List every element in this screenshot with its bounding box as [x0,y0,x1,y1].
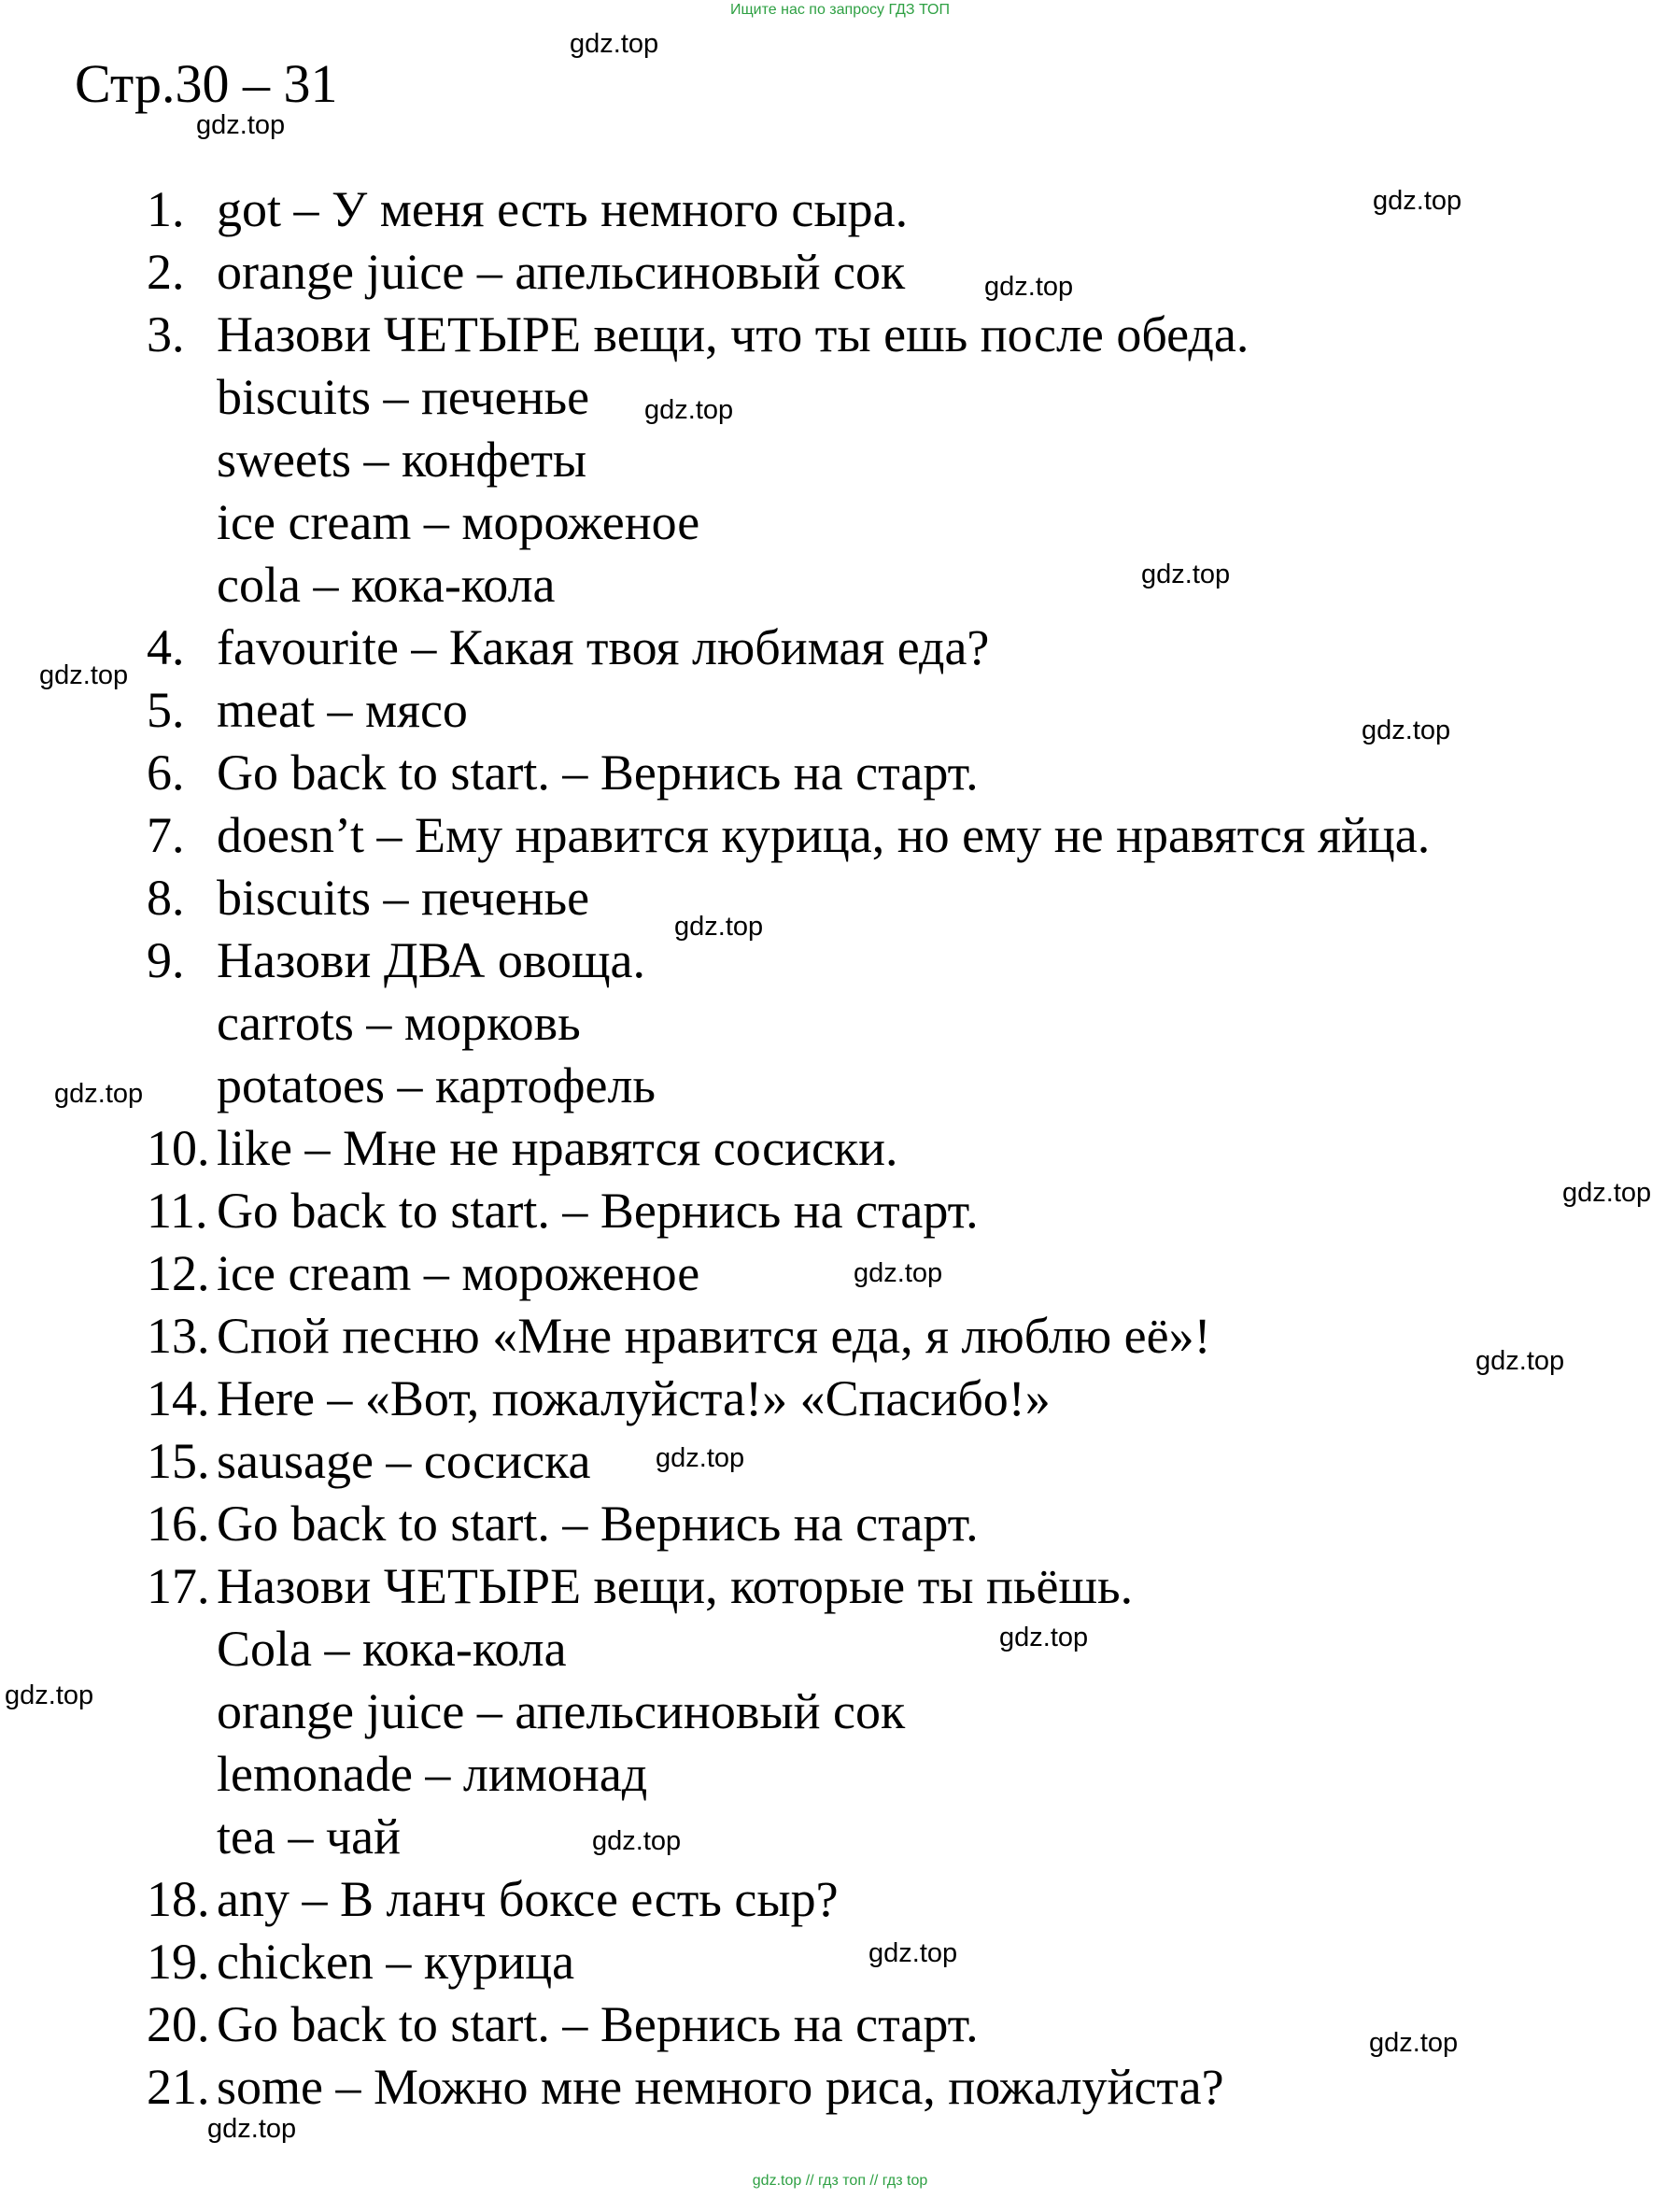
item-number: 1. [147,181,185,237]
item-text: any – В ланч боксе есть сыр? [217,1871,839,1927]
item-text: Go back to start. – Вернись на старт. [217,744,979,801]
item-number: 19. [147,1934,210,1990]
item-text: Назови ЧЕТЫРЕ вещи, что ты ешь после обеда. [217,306,1249,362]
item-number: 17. [147,1558,210,1614]
item-number: 14. [147,1370,210,1426]
watermark: gdz.top [656,1443,745,1473]
item-text: sweets – конфеты [217,432,587,488]
watermark: gdz.top [54,1079,144,1109]
watermark: gdz.top [196,110,286,140]
item-text: doesn’t – Ему нравится курица, но ему не нравятся яйца. [217,807,1431,863]
item-number: 15. [147,1433,210,1489]
watermark: gdz.top [644,395,734,425]
item-text: favourite – Какая твоя любимая еда? [217,619,990,675]
item-text: Go back to start. – Вернись на старт. [217,1996,979,2052]
watermark: gdz.top [5,1680,94,1710]
item-text: Go back to start. – Вернись на старт. [217,1183,979,1239]
item-text: ice cream – мороженое [217,1245,700,1301]
item-text: Here – «Вот, пожалуйста!» «Спасибо!» [217,1370,1051,1426]
watermark: gdz.top [207,2114,297,2144]
watermark: gdz.top [1475,1346,1565,1376]
watermark: gdz.top [592,1826,682,1856]
item-text: Go back to start. – Вернись на старт. [217,1496,979,1552]
item-number: 21. [147,2059,210,2115]
item-number: 8. [147,870,185,926]
item-text: biscuits – печенье [217,369,590,425]
item-number: 12. [147,1245,210,1301]
watermark: gdz.top [1562,1178,1652,1208]
item-number: 10. [147,1120,210,1176]
watermark: gdz.top [1369,2028,1459,2058]
item-text: some – Можно мне немного риса, пожалуйста? [217,2059,1224,2115]
watermark: gdz.top [999,1623,1089,1652]
item-number: 5. [147,682,185,738]
item-number: 11. [147,1183,208,1239]
watermark: gdz.top [1141,560,1231,589]
item-number: 6. [147,744,185,801]
item-number: 2. [147,244,185,300]
item-text: got – У меня есть немного сыра. [217,181,909,237]
item-text: Назови ЧЕТЫРЕ вещи, которые ты пьёшь. [217,1558,1134,1614]
search-banner: Ищите нас по запросу ГДЗ ТОП [730,2,950,18]
item-text: chicken – курица [217,1934,575,1990]
item-number: 16. [147,1496,210,1552]
item-text: tea – чай [217,1808,401,1865]
item-text: Спой песню «Мне нравится еда, я люблю её»! [217,1308,1211,1364]
item-number: 18. [147,1871,210,1927]
item-text: potatoes – картофель [217,1057,656,1113]
item-text: Cola – кока-кола [217,1621,567,1677]
item-number: 4. [147,619,185,675]
item-text: cola – кока-кола [217,557,556,613]
item-number: 7. [147,807,185,863]
watermark: gdz.top [674,912,764,942]
item-text: ice cream – мороженое [217,494,700,550]
item-number: 13. [147,1308,210,1364]
item-text: biscuits – печенье [217,870,590,926]
footer-watermark: gdz.top // гдз топ // гдз top [752,2173,928,2189]
item-text: like – Мне не нравятся сосиски. [217,1120,898,1176]
item-text: lemonade – лимонад [217,1746,648,1802]
watermark: gdz.top [1373,186,1462,216]
item-text: Назови ДВА овоща. [217,932,645,988]
item-number: 3. [147,306,185,362]
item-number: 20. [147,1996,210,2052]
item-text: sausage – сосиска [217,1433,591,1489]
item-text: orange juice – апельсиновый сок [217,1683,906,1739]
watermark: gdz.top [1362,716,1451,745]
item-number: 9. [147,932,185,988]
item-text: carrots – морковь [217,995,581,1051]
watermark: gdz.top [39,660,129,690]
watermark: gdz.top [868,1938,958,1968]
item-text: meat – мясо [217,682,468,738]
watermark: gdz.top [570,29,659,59]
item-text: orange juice – апельсиновый сок [217,244,906,300]
watermark: gdz.top [984,272,1074,302]
watermark: gdz.top [854,1258,943,1288]
page-title: Стр.30 – 31 [75,53,338,114]
